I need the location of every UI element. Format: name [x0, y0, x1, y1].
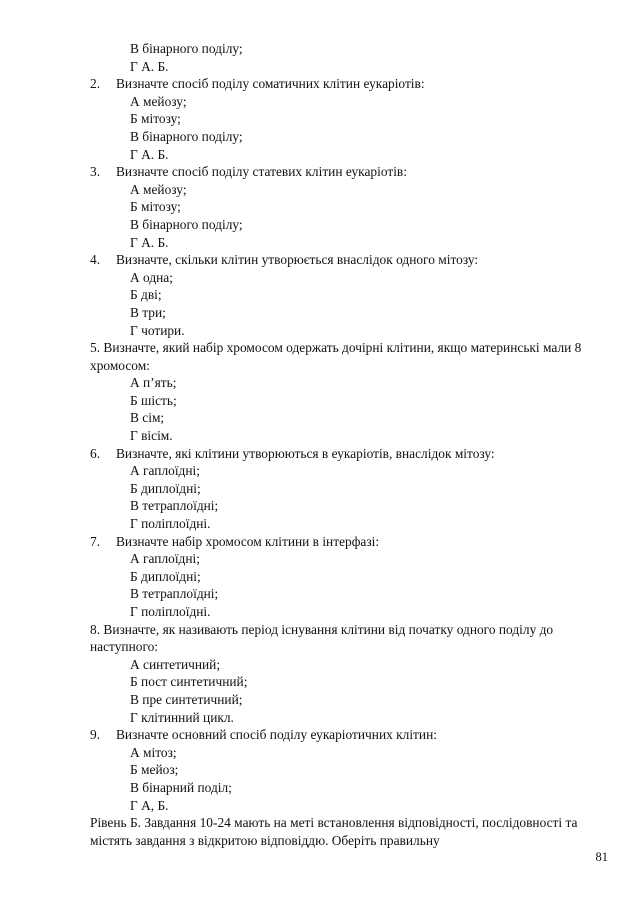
answer-option: В бінарного поділу;: [130, 41, 243, 56]
answer-option: А мейозу;: [130, 181, 187, 197]
answer-option: В бінарний поділ;: [130, 779, 232, 795]
question-text: Визначте, скільки клітин утворюється внаслідок одного мітозу:: [116, 252, 479, 268]
page-number: 81: [595, 850, 608, 864]
answer-option: В бінарного поділу;: [130, 128, 243, 144]
answer-option: Г А. Б.: [130, 146, 169, 162]
answer-option: Г А, Б.: [130, 797, 169, 813]
answer-option: А мітоз;: [130, 744, 177, 760]
question-number: 3.: [90, 164, 101, 180]
question: [90, 163, 608, 181]
question-number: 7.: [90, 533, 101, 549]
answer-option: В три;: [130, 304, 166, 320]
answer-option: Б пост синтетичний;: [130, 674, 248, 690]
question-number: 2.: [90, 76, 101, 92]
paragraph: Рівень Б. Завдання 10-24 мають на меті встановлення відповідності, послідовності та містять завдання з відкритою відповіддю. Оберіть правильну: [90, 815, 578, 848]
question: [90, 533, 608, 551]
question: [90, 75, 608, 93]
answer-option: А одна;: [130, 269, 173, 285]
answer-option: В сім;: [130, 410, 165, 426]
question-text: Визначте основний спосіб поділу еукаріотичних клітин:: [116, 727, 437, 743]
answer-option: Б диплоїдні;: [130, 480, 201, 496]
question: [90, 445, 608, 463]
answer-option: Г поліплоїдні.: [130, 516, 211, 532]
answer-option: А гаплоїдні;: [130, 463, 200, 479]
answer-option: Г А. Б.: [130, 58, 169, 74]
answer-option: Г вісім.: [130, 428, 173, 444]
document-body: [90, 40, 608, 849]
question: [90, 726, 608, 744]
answer-option: В тетраплоїдні;: [130, 498, 219, 514]
answer-option: Б мітозу;: [130, 199, 181, 215]
question-text: Визначте набір хромосом клітини в інтерфазі:: [116, 533, 380, 549]
answer-option: В тетраплоїдні;: [130, 586, 219, 602]
answer-option: Б диплоїдні;: [130, 568, 201, 584]
answer-option: В пре синтетичний;: [130, 691, 243, 707]
question: 5. Визначте, який набір хромосом одержать дочірні клітини, якщо материнські мали 8 хромосом:: [90, 340, 582, 373]
answer-option: А мейозу;: [130, 93, 187, 109]
answer-option: Г А. Б.: [130, 234, 169, 250]
answer-option: Б дві;: [130, 287, 162, 303]
answer-option: В бінарного поділу;: [130, 216, 243, 232]
answer-option: Б шість;: [130, 392, 177, 408]
question: [90, 251, 608, 269]
question-number: 6.: [90, 445, 101, 461]
question-text: Визначте спосіб поділу соматичних клітин еукаріотів:: [116, 76, 425, 92]
answer-option: А п’ять;: [130, 375, 177, 391]
answer-option: Б мітозу;: [130, 111, 181, 127]
answer-option: Г чотири.: [130, 322, 185, 338]
question: 8. Визначте, як називають період існування клітини від початку одного поділу до наступного:: [90, 621, 554, 655]
answer-option: А синтетичний;: [130, 656, 221, 672]
answer-option: Б мейоз;: [130, 762, 179, 778]
question-number: 4.: [90, 252, 101, 268]
answer-option: Г поліплоїдні.: [130, 604, 211, 619]
question-number: 9.: [90, 727, 101, 743]
question-text: Визначте, які клітини утворюються в еукаріотів, внаслідок мітозу:: [116, 445, 495, 461]
answer-option: А гаплоїдні;: [130, 551, 200, 567]
answer-option: Г клітинний цикл.: [130, 709, 234, 725]
question-text: Визначте спосіб поділу статевих клітин еукаріотів:: [116, 164, 407, 180]
